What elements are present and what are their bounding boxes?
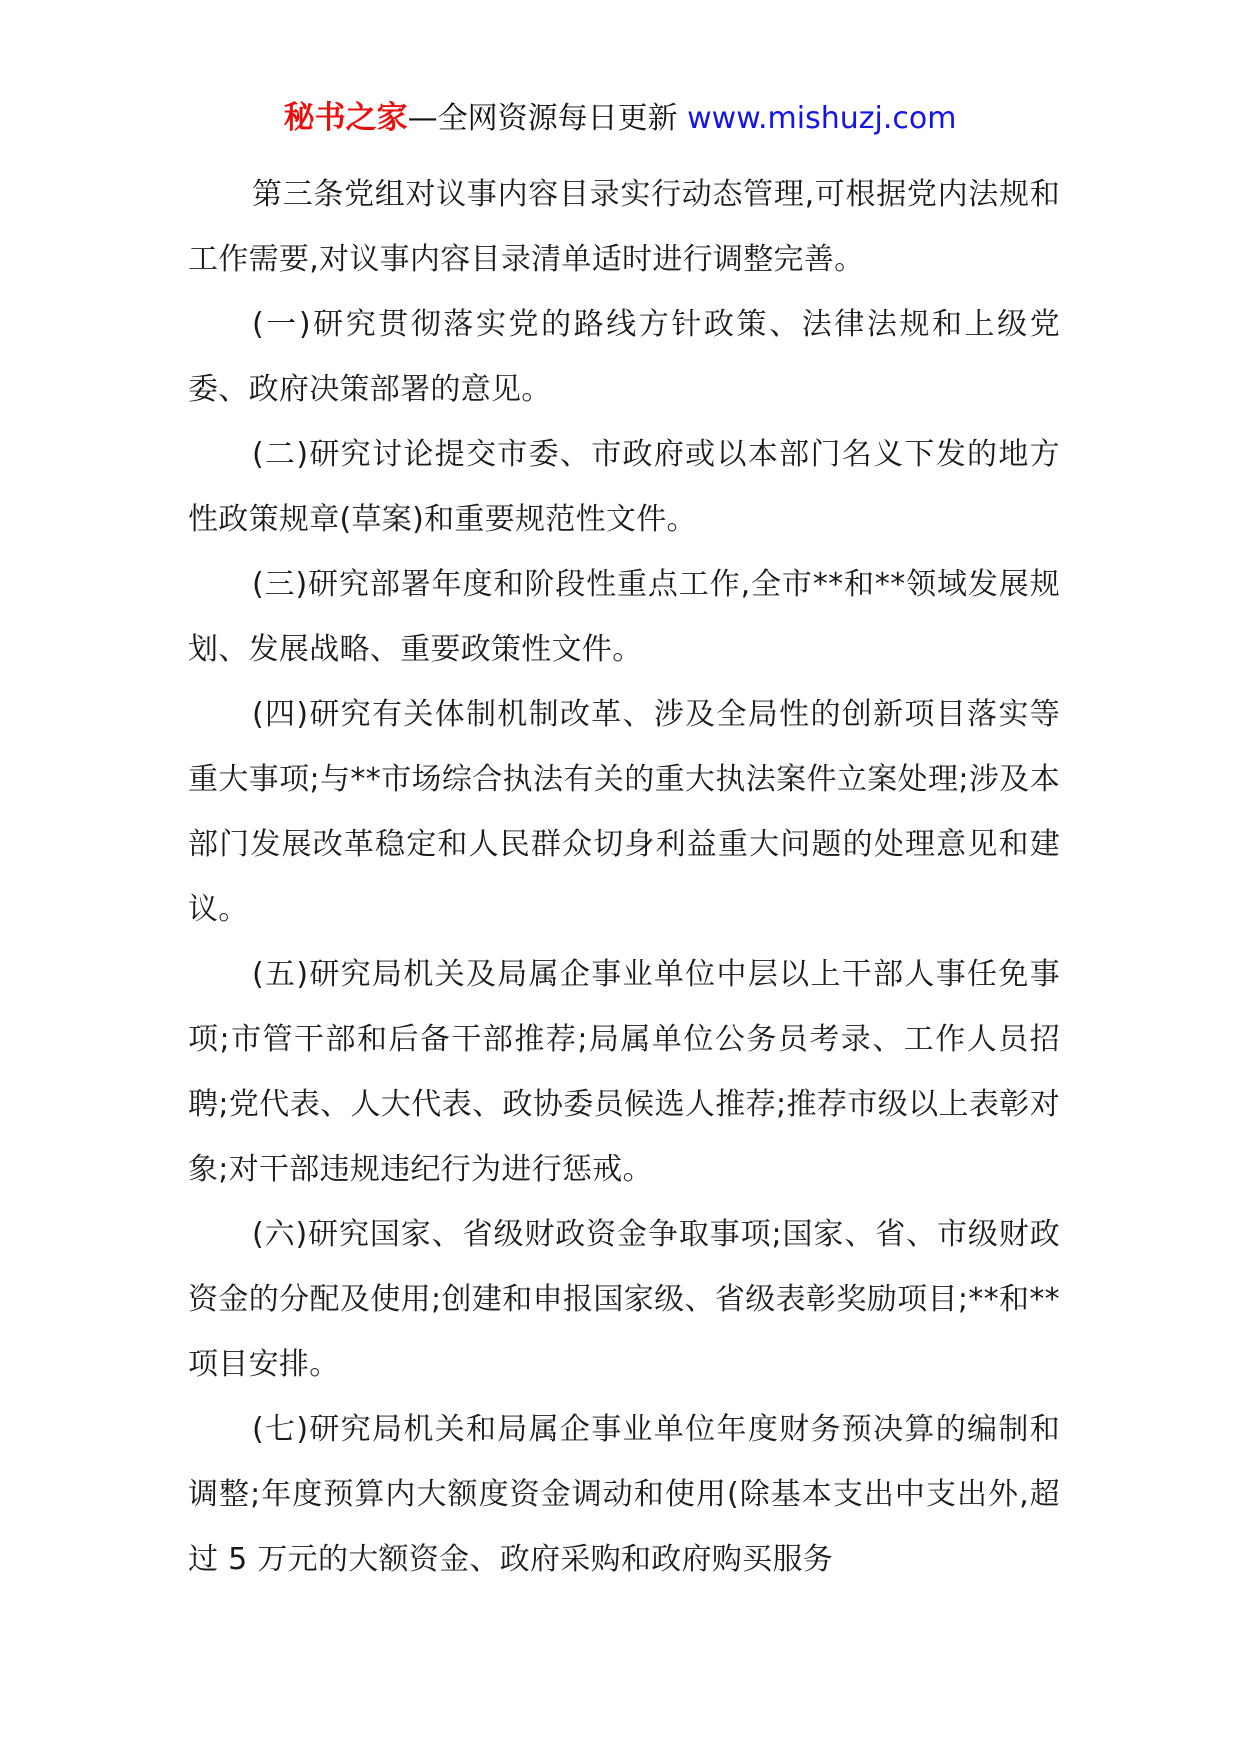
document-body <box>188 162 1060 1592</box>
paragraph-item-5: (五)研究局机关及局属企事业单位中层以上干部人事任免事项;市管干部和后备干部推荐;局属单位公务员考录、工作人员招聘;党代表、人大代表、政协委员候选人推荐;推荐市级以上表彰对象;对干部违规违纪行为进行惩戒。 <box>188 957 1060 1187</box>
paragraph-item-3: (三)研究部署年度和阶段性重点工作,全市**和**领域发展规划、发展战略、重要政策性文件。 <box>188 567 1060 667</box>
paragraph-item-1: (一)研究贯彻落实党的路线方针政策、法律法规和上级党委、政府决策部署的意见。 <box>188 307 1060 407</box>
brand-name: 秘书之家 <box>283 100 408 136</box>
paragraph-article-3: 第三条党组对议事内容目录实行动态管理,可根据党内法规和工作需要,对议事内容目录清单适时进行调整完善。 <box>188 177 1060 277</box>
paragraph-item-2: (二)研究讨论提交市委、市政府或以本部门名义下发的地方性政策规章(草案)和重要规范性文件。 <box>188 437 1060 537</box>
header-tagline: —全网资源每日更新 <box>407 101 678 136</box>
paragraph-item-4: (四)研究有关体制机制改革、涉及全局性的创新项目落实等重大事项;与**市场综合执法有关的重大执法案件立案处理;涉及本部门发展改革稳定和人民群众切身利益重大问题的处理意见和建议。 <box>188 697 1060 927</box>
website-link[interactable]: www.mishuzj.com <box>687 101 957 136</box>
page-header <box>0 98 1240 138</box>
paragraph-item-7: (七)研究局机关和局属企事业单位年度财务预决算的编制和调整;年度预算内大额度资金调动和使用(除基本支出中支出外,超过 5 万元的大额资金、政府采购和政府购买服务 <box>188 1412 1060 1577</box>
paragraph-item-6: (六)研究国家、省级财政资金争取事项;国家、省、市级财政资金的分配及使用;创建和申报国家级、省级表彰奖励项目;**和**项目安排。 <box>188 1217 1060 1382</box>
